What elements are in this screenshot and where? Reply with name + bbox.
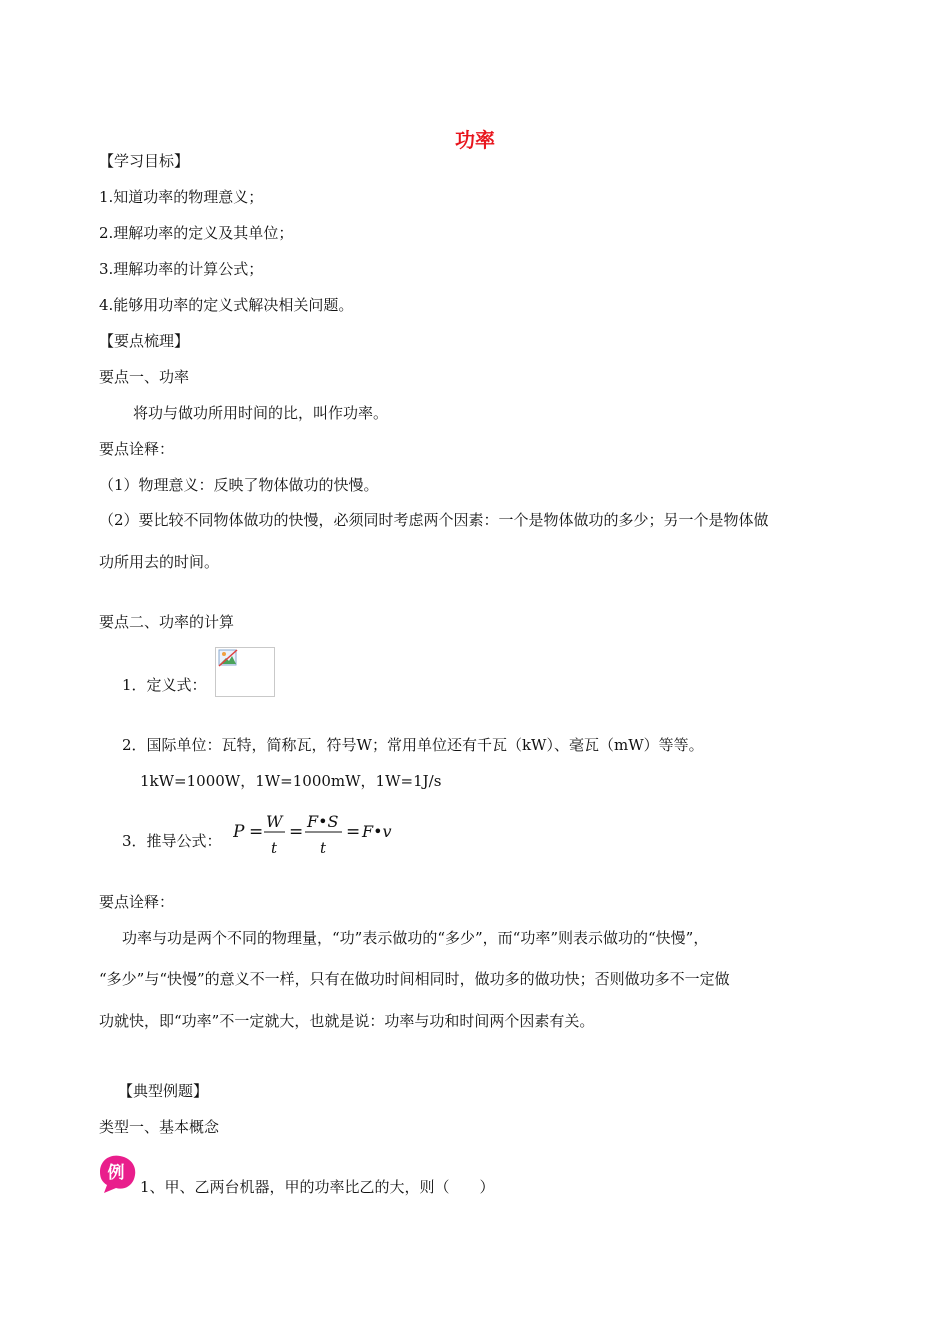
si-unit-line: 2．国际单位：瓦特，简称瓦，符号W；常用单位还有千瓦（kW）、毫瓦（mW）等等。	[122, 736, 704, 754]
formula-image-placeholder	[215, 647, 275, 697]
section-heading-points: 【要点梳理】	[99, 332, 190, 350]
derived-formula-label: 3．推导公式：	[122, 832, 222, 850]
page-title: 功率	[455, 128, 495, 152]
formula-FS: F•S	[307, 812, 339, 831]
goal-item: 4.能够用功率的定义式解决相关问题。	[99, 296, 354, 314]
example-badge-icon	[96, 1152, 140, 1194]
definition-formula-label: 1．定义式：	[122, 676, 207, 694]
formula-Fv: F•v	[362, 822, 392, 841]
power-definition: 将功与做功所用时间的比，叫作功率。	[133, 404, 389, 422]
section-heading-examples: 【典型例题】	[118, 1082, 209, 1100]
formula-equals: =	[249, 822, 264, 842]
note-title: 要点诠释：	[99, 893, 175, 911]
section-heading-goals: 【学习目标】	[99, 152, 190, 170]
power-derived-formula	[233, 810, 398, 860]
example-badge-text: 例	[107, 1163, 125, 1183]
formula-equals: =	[289, 822, 304, 842]
point-one-heading: 要点一、功率	[99, 368, 190, 386]
point-two-heading: 要点二、功率的计算	[99, 613, 235, 631]
type-one-heading: 类型一、基本概念	[99, 1118, 220, 1136]
formula-P: P	[233, 822, 245, 842]
note-line: 功所用去的时间。	[99, 553, 220, 571]
goal-item: 2.理解功率的定义及其单位；	[99, 224, 294, 242]
note-line: 功率与功是两个不同的物理量，“功”表示做功的“多少”，而“功率”则表示做功的“快慢”，	[122, 929, 709, 947]
goal-item: 3.理解功率的计算公式；	[99, 260, 264, 278]
formula-equals: =	[346, 822, 361, 842]
note-line: 功就快，即“功率”不一定就大，也就是说：功率与功和时间两个因素有关。	[99, 1012, 595, 1030]
note-title: 要点诠释：	[99, 440, 175, 458]
broken-image-icon	[218, 649, 238, 667]
goal-item: 1.知道功率的物理意义；	[99, 188, 264, 206]
formula-W: W	[266, 812, 283, 831]
note-line: （2）要比较不同物体做功的快慢，必须同时考虑两个因素：一个是物体做功的多少；另一个是物体做	[99, 511, 769, 529]
example-question: 1、甲、乙两台机器，甲的功率比乙的大，则（ ）	[140, 1178, 495, 1196]
note-line: “多少”与“快慢”的意义不一样，只有在做功时间相同时，做功多的做功快；否则做功多不一定做	[99, 970, 730, 988]
formula-t: t	[320, 839, 327, 857]
formula-t: t	[271, 839, 278, 857]
unit-conversion-line: 1kW=1000W，1W=1000mW，1W=1J/s	[140, 772, 442, 790]
note-line: （1）物理意义：反映了物体做功的快慢。	[99, 476, 379, 494]
